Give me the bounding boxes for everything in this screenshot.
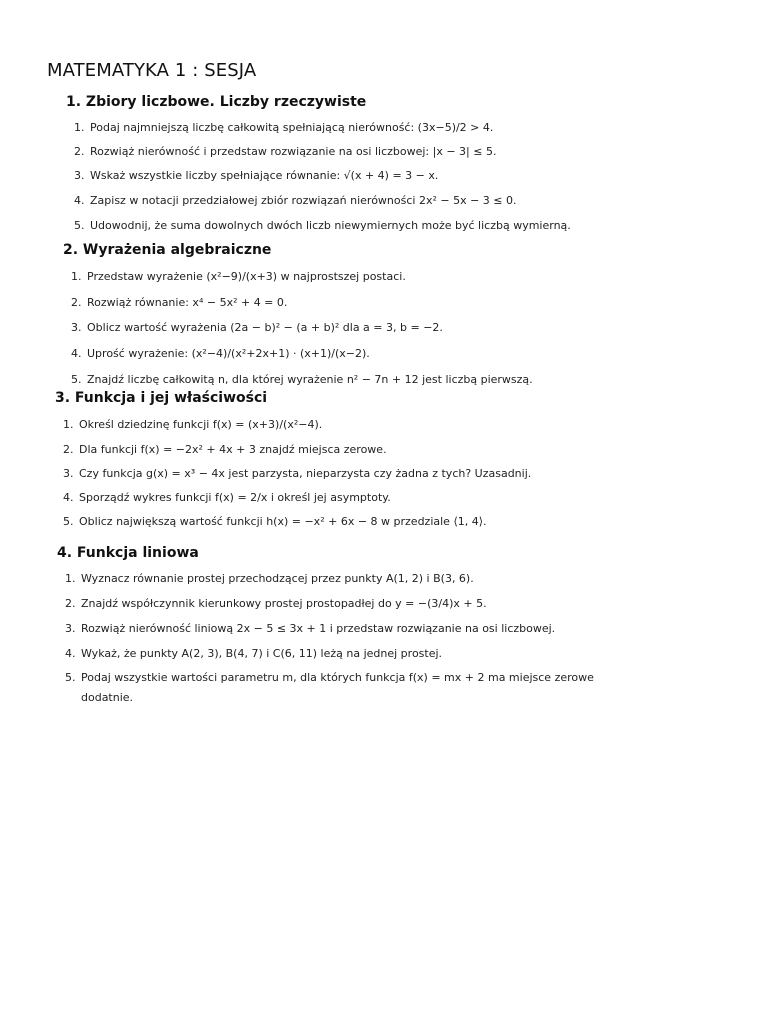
list-item: [63, 467, 531, 481]
item-text: Wyznacz równanie prostej przechodzącej przez punkty A(1, 2) i B(3, 6).: [81, 572, 474, 585]
list-item: [74, 194, 517, 208]
section-heading-1: 1. Zbiory liczbowe. Liczby rzeczywiste: [66, 94, 367, 110]
list-item: [74, 145, 496, 159]
list-item: [71, 347, 370, 361]
item-text: Udowodnij, że suma dowolnych dwóch liczb niewymiernych może być liczbą wymierną.: [90, 219, 571, 232]
item-text: Określ dziedzinę funkcji f(x) = (x+3)/(x²−4).: [79, 418, 323, 431]
list-item: [63, 418, 322, 432]
item-text: Sporządź wykres funkcji f(x) = 2/x i określ jej asymptoty.: [79, 491, 391, 504]
item-text: Rozwiąż równanie: x⁴ − 5x² + 4 = 0.: [87, 296, 288, 309]
list-item: [71, 321, 443, 335]
item-number: 3.: [63, 467, 74, 480]
item-text: Znajdź liczbę całkowitą n, dla której wyrażenie n² − 7n + 12 jest liczbą pierwszą.: [87, 373, 533, 386]
list-item: [65, 671, 594, 685]
list-item: [63, 491, 391, 505]
item-number: 1.: [71, 270, 82, 283]
item-number: 4.: [65, 647, 76, 660]
item-text: Rozwiąż nierówność i przedstaw rozwiązanie na osi liczbowej: |x − 3| ≤ 5.: [90, 145, 497, 158]
item-number: 5.: [71, 373, 82, 386]
item-number: 3.: [65, 622, 76, 635]
list-item: [74, 169, 438, 183]
item-number: 3.: [74, 169, 85, 182]
list-item: [71, 296, 287, 310]
document-title: MATEMATYKA 1 : SESJA: [47, 60, 257, 81]
list-item: [65, 622, 555, 636]
item-text: Oblicz wartość wyrażenia (2a − b)² − (a + b)² dla a = 3, b = −2.: [87, 321, 443, 334]
item-number: 4.: [71, 347, 82, 360]
item-number: 2.: [65, 597, 76, 610]
item-text: Wykaż, że punkty A(2, 3), B(4, 7) i C(6, 11) leżą na jednej prostej.: [81, 647, 443, 660]
list-item: [71, 270, 406, 284]
item-number: 1.: [74, 121, 85, 134]
list-item: [65, 597, 487, 611]
item-text: Czy funkcja g(x) = x³ − 4x jest parzysta, nieparzysta czy żadna z tych? Uzasadnij.: [79, 467, 532, 480]
item-number: 4.: [74, 194, 85, 207]
item-text: Podaj najmniejszą liczbę całkowitą spełniającą nierówność: (3x−5)/2 > 4.: [90, 121, 494, 134]
list-item: [63, 443, 387, 457]
section-heading-3: 3. Funkcja i jej właściwości: [55, 390, 268, 406]
section-heading-2: 2. Wyrażenia algebraiczne: [63, 242, 272, 258]
list-item: [74, 121, 493, 135]
item-number: 5.: [74, 219, 85, 232]
section-heading-4: 4. Funkcja liniowa: [57, 545, 199, 561]
item-number: 4.: [63, 491, 74, 504]
item-text: Rozwiąż nierówność liniową 2x − 5 ≤ 3x + 1 i przedstaw rozwiązanie na osi liczbowej.: [81, 622, 556, 635]
item-continuation: dodatnie.: [81, 691, 134, 704]
item-number: 2.: [63, 443, 74, 456]
item-text: Znajdź współczynnik kierunkowy prostej prostopadłej do y = −(3/4)x + 5.: [81, 597, 487, 610]
item-number: 5.: [65, 671, 76, 684]
item-number: 1.: [63, 418, 74, 431]
item-text: Przedstaw wyrażenie (x²−9)/(x+3) w najprostszej postaci.: [87, 270, 406, 283]
item-text: Uprość wyrażenie: (x²−4)/(x²+2x+1) · (x+1)/(x−2).: [87, 347, 370, 360]
list-item: [71, 373, 533, 387]
item-text: Oblicz największą wartość funkcji h(x) = −x² + 6x − 8 w przedziale ⟨1, 4⟩.: [79, 515, 487, 528]
item-text: Podaj wszystkie wartości parametru m, dla których funkcja f(x) = mx + 2 ma miejsce zerowe: [81, 671, 594, 684]
list-item: [65, 572, 474, 586]
list-item: [74, 219, 571, 233]
list-item: [63, 515, 487, 529]
item-number: 1.: [65, 572, 76, 585]
item-text: Wskaż wszystkie liczby spełniające równanie: √(x + 4) = 3 − x.: [90, 169, 439, 182]
item-number: 5.: [63, 515, 74, 528]
item-number: 2.: [71, 296, 82, 309]
item-text: Zapisz w notacji przedziałowej zbiór rozwiązań nierówności 2x² − 5x − 3 ≤ 0.: [90, 194, 517, 207]
item-text: Dla funkcji f(x) = −2x² + 4x + 3 znajdź miejsca zerowe.: [79, 443, 387, 456]
item-number: 3.: [71, 321, 82, 334]
list-item: [65, 647, 442, 661]
item-number: 2.: [74, 145, 85, 158]
